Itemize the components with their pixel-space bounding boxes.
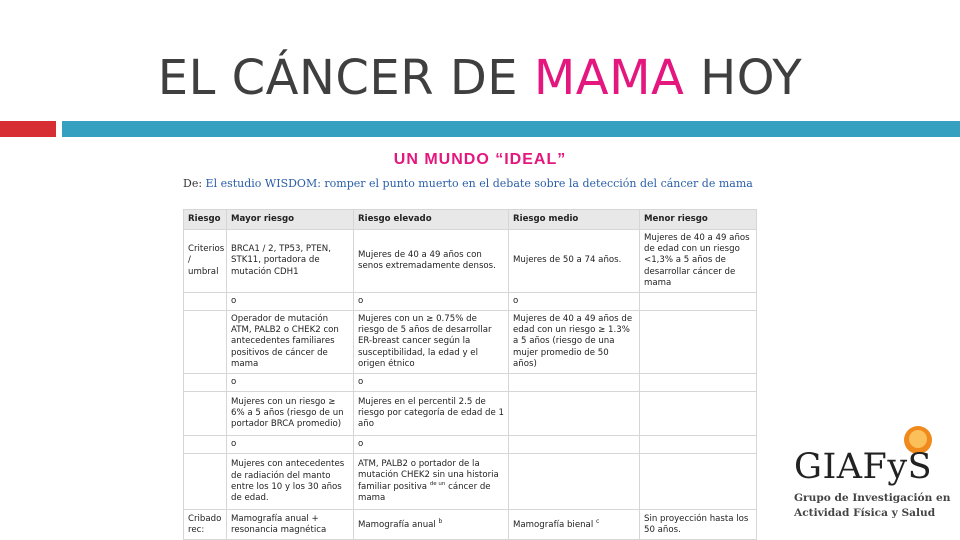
cell-superscript: b xyxy=(438,518,443,526)
header-cell: Mayor riesgo xyxy=(227,210,354,230)
table-cell xyxy=(640,292,757,310)
slide-title xyxy=(0,50,960,106)
table-cell: o xyxy=(354,292,509,310)
table-cell xyxy=(640,373,757,391)
cell-text: cáncer de mama xyxy=(358,482,491,504)
table-cell: o xyxy=(227,292,354,310)
table-cell: o xyxy=(509,292,640,310)
cell-text: ATM, PALB2 o portador de la mutación CHEK2 sin una historia familiar positiva xyxy=(358,458,499,493)
accent-bar-red xyxy=(0,121,56,137)
table-cell xyxy=(640,311,757,374)
table-cell: BRCA1 / 2, TP53, PTEN, STK11, portadora de mutación CDH1 xyxy=(227,230,354,293)
table-cell xyxy=(184,436,227,454)
table-cell xyxy=(184,454,227,510)
cell-superscript: c xyxy=(595,518,600,526)
table-row xyxy=(184,510,757,540)
table-cell: Mamografía anual + resonancia magnética xyxy=(227,510,354,540)
accent-bar-blue xyxy=(62,121,960,137)
table-cell: Mujeres de 50 a 74 años. xyxy=(509,230,640,293)
table-cell: Sin proyección hasta los 50 años. xyxy=(640,510,757,540)
table-cell: Mujeres con antecedentes de radiación del manto entre los 10 y los 30 años de edad. xyxy=(227,454,354,510)
table-cell xyxy=(354,454,509,510)
table-row xyxy=(184,454,757,510)
table-cell: Mujeres de 40 a 49 años de edad con un riesgo <1,3% a 5 años de desarrollar cáncer de mama xyxy=(640,230,757,293)
table-cell: Cribado rec: xyxy=(184,510,227,540)
risk-table xyxy=(183,209,757,540)
table-cell xyxy=(509,510,640,540)
table-cell: Mujeres de 40 a 49 años de edad con un riesgo ≥ 1.3% a 5 años (riesgo de una mujer promedio de 50 años) xyxy=(509,311,640,374)
giafys-logo xyxy=(790,425,950,525)
table-cell: o xyxy=(354,373,509,391)
table-cell xyxy=(184,292,227,310)
logo-caption-line2: Actividad Física y Salud xyxy=(794,507,936,519)
table-cell: Operador de mutación ATM, PALB2 o CHEK2 con antecedentes familiares positivos de cáncer de mama xyxy=(227,311,354,374)
table-cell: Mujeres con un ≥ 0.75% de riesgo de 5 años de desarrollar ER-breast cancer según la susceptibilidad, la edad y el origen étnico xyxy=(354,311,509,374)
title-highlight: MAMA xyxy=(533,50,685,106)
table-row xyxy=(184,311,757,374)
table-cell xyxy=(640,392,757,436)
table-cell: Mujeres con un riesgo ≥ 6% a 5 años (riesgo de un portador BRCA promedio) xyxy=(227,392,354,436)
header-cell: Riesgo xyxy=(184,210,227,230)
cell-superscript: de un xyxy=(429,481,446,488)
table-cell xyxy=(509,436,640,454)
header-cell: Menor riesgo xyxy=(640,210,757,230)
table-cell: o xyxy=(227,373,354,391)
title-part2: HOY xyxy=(684,50,803,106)
table-cell xyxy=(509,454,640,510)
table-cell xyxy=(509,373,640,391)
table-cell xyxy=(509,392,640,436)
header-cell: Riesgo elevado xyxy=(354,210,509,230)
cell-text: Mamografía bienal xyxy=(513,520,596,531)
table-row xyxy=(184,436,757,454)
table-cell xyxy=(354,510,509,540)
table-cell xyxy=(184,373,227,391)
logo-caption-line1: Grupo de Investigación en xyxy=(794,492,951,504)
table-cell xyxy=(184,311,227,374)
table-row xyxy=(184,392,757,436)
table-cell: Mujeres de 40 a 49 años con senos extremadamente densos. xyxy=(354,230,509,293)
source-prefix: De: xyxy=(183,177,206,190)
cell-text: Mamografía anual xyxy=(358,520,439,531)
table-row xyxy=(184,373,757,391)
table-cell xyxy=(184,392,227,436)
title-part1: EL CÁNCER DE xyxy=(157,50,534,106)
table-cell: Mujeres en el percentil 2.5 de riesgo por categoría de edad de 1 año xyxy=(354,392,509,436)
header-cell: Riesgo medio xyxy=(509,210,640,230)
table-cell xyxy=(640,436,757,454)
source-line xyxy=(183,177,753,190)
logo-wordmark: GIAFyS xyxy=(794,447,933,487)
table-cell: Criterios / umbral xyxy=(184,230,227,293)
table-cell xyxy=(640,454,757,510)
source-link[interactable]: El estudio WISDOM: romper el punto muerto en el debate sobre la detección del cáncer de mama xyxy=(205,177,753,190)
table-row xyxy=(184,230,757,293)
table-cell: o xyxy=(354,436,509,454)
table-header-row xyxy=(184,210,757,230)
table-cell: o xyxy=(227,436,354,454)
table-row xyxy=(184,292,757,310)
slide-subtitle: UN MUNDO “IDEAL” xyxy=(393,151,567,168)
